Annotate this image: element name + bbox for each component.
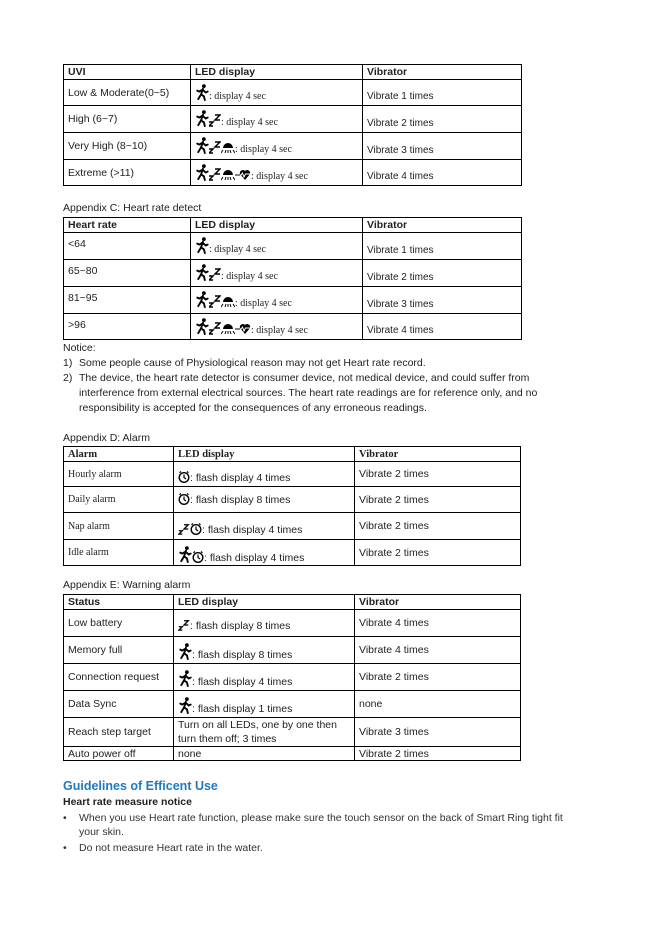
notice-item: 1) Some people cause of Physiological reason may not get Heart rate record. bbox=[63, 357, 426, 369]
table-row bbox=[64, 540, 521, 566]
section-heading: Guidelines of Efficent Use bbox=[63, 779, 218, 793]
row-label: Low & Moderate(0~5) bbox=[64, 80, 191, 106]
alarm-table bbox=[63, 446, 521, 566]
col-header-vibrator: Vibrator bbox=[355, 595, 521, 610]
row-label: <64 bbox=[64, 233, 191, 260]
col-header-vibrator: Vibrator bbox=[355, 447, 521, 462]
led-text: none bbox=[174, 747, 355, 761]
led-text: : display 4 sec bbox=[209, 244, 266, 255]
led-text: : display 4 sec bbox=[235, 144, 292, 155]
row-label: Data Sync bbox=[64, 691, 174, 718]
sleep-icon bbox=[209, 267, 221, 281]
table-row bbox=[64, 287, 522, 314]
row-label: Daily alarm bbox=[64, 487, 174, 513]
led-text: : display 4 sec bbox=[221, 271, 278, 282]
warning-alarm-table bbox=[63, 594, 521, 761]
table-row bbox=[64, 664, 521, 691]
sleep-icon bbox=[178, 523, 190, 535]
appendix-e-caption: Appendix E: Warning alarm bbox=[63, 579, 191, 591]
row-label: 65~80 bbox=[64, 260, 191, 287]
vibrator-value: Vibrate 2 times bbox=[355, 513, 521, 540]
table-row bbox=[64, 314, 522, 340]
table-row bbox=[64, 233, 522, 260]
uvi-table bbox=[63, 64, 522, 186]
vibrator-value: Vibrate 4 times bbox=[355, 637, 521, 664]
led-text: : display 4 sec bbox=[221, 117, 278, 128]
vibrator-value: Vibrate 3 times bbox=[363, 133, 522, 160]
table-row bbox=[64, 610, 521, 637]
vibrator-value: Vibrate 3 times bbox=[355, 718, 521, 747]
vibrator-value: Vibrate 1 times bbox=[363, 80, 522, 106]
walking-icon bbox=[178, 546, 192, 563]
vibrator-value: Vibrate 2 times bbox=[355, 664, 521, 691]
vibrator-value: Vibrate 3 times bbox=[363, 287, 522, 314]
table-row bbox=[64, 747, 521, 761]
row-label: Idle alarm bbox=[64, 540, 174, 566]
led-text: turn them off; 3 times bbox=[178, 733, 277, 745]
bullet-icon: • bbox=[63, 842, 67, 854]
list-item: • Do not measure Heart rate in the water. bbox=[63, 842, 263, 854]
row-label: Very High (8~10) bbox=[64, 133, 191, 160]
appendix-c-caption: Appendix C: Heart rate detect bbox=[63, 202, 202, 214]
vibrator-value: Vibrate 2 times bbox=[363, 106, 522, 133]
led-text: : flash display 4 times bbox=[192, 676, 293, 688]
col-header-led: LED display bbox=[174, 595, 355, 610]
col-header-alarm: Alarm bbox=[64, 447, 174, 462]
table-row bbox=[64, 106, 522, 133]
notice-block: Notice: 1) Some people cause of Physiological reason may not get Heart rate record. 2) The device, the heart rate detector is consumer device, not medical device, and could suffer from interference from external electrical sources. The heart rate readings are for reference only, and no responsibility is accepted for the consequences of any erroneous readings. bbox=[63, 342, 538, 414]
vibrator-value: Vibrate 2 times bbox=[363, 260, 522, 287]
col-header-heart-rate: Heart rate bbox=[64, 218, 191, 233]
sun-icon bbox=[221, 322, 235, 335]
led-text: : display 4 sec bbox=[251, 170, 308, 182]
col-header-uvi: UVI bbox=[64, 65, 191, 80]
sun-icon bbox=[221, 295, 235, 308]
table-row bbox=[64, 160, 522, 186]
sun-icon bbox=[221, 141, 235, 154]
led-text: : flash display 8 times bbox=[192, 649, 293, 661]
led-text: : flash display 1 times bbox=[192, 703, 293, 715]
walking-icon bbox=[195, 84, 209, 101]
vibrator-value: Vibrate 2 times bbox=[355, 747, 521, 761]
led-text: : flash display 8 times bbox=[190, 494, 291, 506]
sleep-icon bbox=[209, 167, 221, 181]
walking-icon bbox=[195, 291, 209, 308]
walking-icon bbox=[195, 164, 209, 181]
notice-title: Notice: bbox=[63, 342, 96, 354]
led-text: : flash display 4 times bbox=[204, 551, 305, 564]
walking-icon bbox=[178, 643, 192, 660]
alarm-clock-icon bbox=[192, 551, 204, 563]
row-label: 81~95 bbox=[64, 287, 191, 314]
vibrator-value: Vibrate 1 times bbox=[363, 233, 522, 260]
table-row bbox=[64, 133, 522, 160]
vibrator-value: Vibrate 4 times bbox=[363, 314, 522, 340]
heart-rate-icon bbox=[235, 168, 251, 181]
section-subheading: Heart rate measure notice bbox=[63, 796, 192, 808]
table-row bbox=[64, 487, 521, 513]
led-text: : flash display 4 times bbox=[190, 471, 291, 484]
led-text: : display 4 sec bbox=[235, 298, 292, 309]
led-text: : display 4 sec bbox=[209, 90, 266, 102]
sleep-icon bbox=[178, 619, 190, 631]
walking-icon bbox=[178, 697, 192, 714]
col-header-status: Status bbox=[64, 595, 174, 610]
table-row bbox=[64, 637, 521, 664]
led-text: Turn on all LEDs, one by one then bbox=[178, 719, 337, 731]
table-row bbox=[64, 80, 522, 106]
notice-item: 2) The device, the heart rate detector is consumer device, not medical device, and could suffer from bbox=[63, 372, 530, 384]
alarm-clock-icon bbox=[178, 493, 190, 505]
table-row bbox=[64, 462, 521, 487]
walking-icon bbox=[195, 110, 209, 127]
heart-rate-table bbox=[63, 217, 522, 340]
sleep-icon bbox=[209, 113, 221, 127]
walking-icon bbox=[195, 237, 209, 254]
table-row bbox=[64, 513, 521, 540]
row-label: Connection request bbox=[64, 664, 174, 691]
sun-icon bbox=[221, 168, 235, 181]
row-label: Hourly alarm bbox=[64, 462, 174, 487]
bullet-icon: • bbox=[63, 812, 67, 824]
walking-icon bbox=[195, 137, 209, 154]
row-label: Low battery bbox=[64, 610, 174, 637]
vibrator-value: Vibrate 2 times bbox=[355, 540, 521, 566]
alarm-clock-icon bbox=[178, 471, 190, 483]
table-row bbox=[64, 260, 522, 287]
table-row bbox=[64, 718, 521, 747]
sleep-icon bbox=[209, 294, 221, 308]
sleep-icon bbox=[209, 140, 221, 154]
row-label: Memory full bbox=[64, 637, 174, 664]
col-header-vibrator: Vibrator bbox=[363, 218, 522, 233]
appendix-d-caption: Appendix D: Alarm bbox=[63, 432, 150, 444]
row-label: Auto power off bbox=[64, 747, 174, 761]
col-header-led: LED display bbox=[191, 65, 363, 80]
row-label: >96 bbox=[64, 314, 191, 340]
led-text: : flash display 4 times bbox=[202, 523, 303, 536]
walking-icon bbox=[178, 670, 192, 687]
alarm-clock-icon bbox=[190, 523, 202, 535]
col-header-led: LED display bbox=[174, 447, 355, 462]
col-header-led: LED display bbox=[191, 218, 363, 233]
vibrator-value: Vibrate 4 times bbox=[355, 610, 521, 637]
row-label: Extreme (>11) bbox=[64, 160, 191, 186]
led-text: : display 4 sec bbox=[251, 324, 308, 336]
sleep-icon bbox=[209, 321, 221, 335]
led-text: : flash display 8 times bbox=[190, 619, 291, 632]
vibrator-value: Vibrate 2 times bbox=[355, 462, 521, 487]
list-item: • When you use Heart rate function, please make sure the touch sensor on the back of Smart Ring tight fit your skin. bbox=[63, 812, 563, 838]
walking-icon bbox=[195, 318, 209, 335]
heart-rate-icon bbox=[235, 322, 251, 335]
col-header-vibrator: Vibrator bbox=[363, 65, 522, 80]
vibrator-value: Vibrate 2 times bbox=[355, 487, 521, 513]
row-label: Reach step target bbox=[64, 718, 174, 747]
row-label: High (6~7) bbox=[64, 106, 191, 133]
vibrator-value: none bbox=[355, 691, 521, 718]
vibrator-value: Vibrate 4 times bbox=[363, 160, 522, 186]
row-label: Nap alarm bbox=[64, 513, 174, 540]
walking-icon bbox=[195, 264, 209, 281]
table-row bbox=[64, 691, 521, 718]
